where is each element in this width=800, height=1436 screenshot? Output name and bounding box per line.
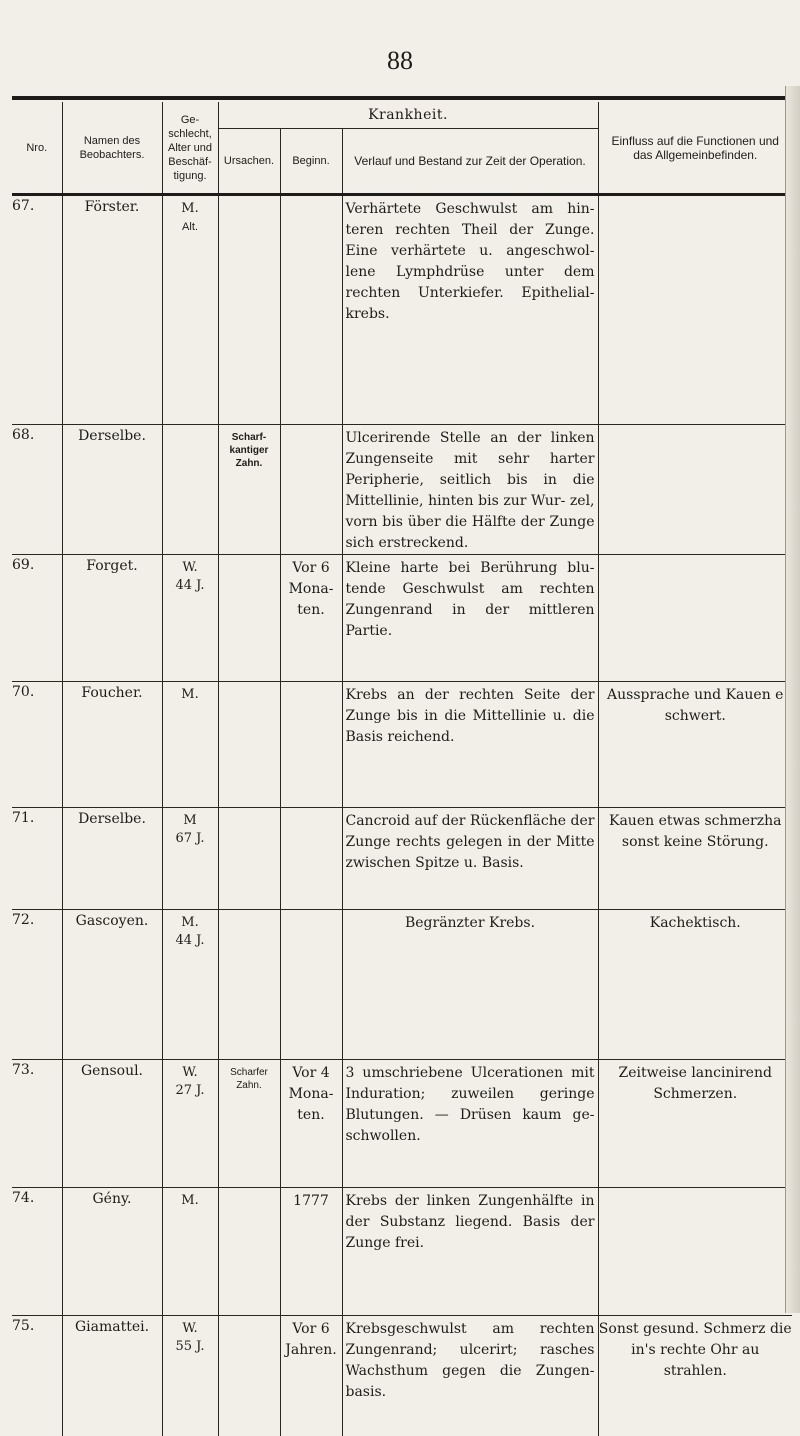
table-row bbox=[12, 1188, 792, 1316]
onset bbox=[280, 425, 342, 555]
row-number: 72. bbox=[12, 910, 62, 1060]
age: 67 J. bbox=[175, 831, 205, 846]
top-rule bbox=[12, 96, 792, 100]
onset: 1777 bbox=[280, 1188, 342, 1316]
cause bbox=[218, 910, 280, 1060]
header-nro: Nro. bbox=[12, 102, 62, 195]
effect: Kachektisch. bbox=[598, 910, 792, 1060]
effect bbox=[598, 1188, 792, 1316]
onset bbox=[280, 195, 342, 425]
observer-name: Gensoul. bbox=[62, 1060, 162, 1188]
age: 55 J. bbox=[175, 1339, 205, 1354]
row-number: 74. bbox=[12, 1188, 62, 1316]
sex: W. bbox=[182, 560, 198, 575]
sex-age bbox=[162, 1188, 218, 1316]
table-row bbox=[12, 425, 792, 555]
cause bbox=[218, 555, 280, 682]
row-number: 71. bbox=[12, 808, 62, 910]
header-sex-age: Ge- schlecht, Alter und Beschäf- tigung. bbox=[162, 102, 218, 195]
sex-age bbox=[162, 910, 218, 1060]
age: 27 J. bbox=[175, 1083, 205, 1098]
cause bbox=[218, 682, 280, 808]
cause: Scharfer Zahn. bbox=[218, 1060, 280, 1188]
cause bbox=[218, 1188, 280, 1316]
table-row bbox=[12, 195, 792, 425]
course: Krebs der linken Zungenhälfte in der Substanz liegend. Basis der Zunge frei. bbox=[342, 1188, 598, 1316]
onset: Vor 6 Jahren. bbox=[280, 1316, 342, 1436]
onset bbox=[280, 682, 342, 808]
header-verlauf: Verlauf und Bestand zur Zeit der Operation. bbox=[342, 129, 598, 195]
row-number: 75. bbox=[12, 1318, 35, 1334]
effect bbox=[598, 195, 792, 425]
header-einfluss: Einfluss auf die Functionen und das Allgemeinbefinden. bbox=[598, 102, 792, 195]
row-number: 70. bbox=[12, 682, 62, 808]
observer-name: Derselbe. bbox=[62, 808, 162, 910]
sex-age bbox=[162, 425, 218, 555]
course: 3 umschriebene Ulcerationen mit Induration; zuweilen geringe Blutungen. — Drüsen kaum ge- schwollen. bbox=[342, 1060, 598, 1188]
case-table bbox=[12, 102, 792, 1436]
table-row bbox=[12, 1316, 792, 1436]
sex: M. bbox=[181, 687, 199, 702]
sex-age bbox=[162, 1316, 218, 1436]
effect bbox=[598, 555, 792, 682]
sex-age bbox=[162, 195, 218, 425]
observer-name: Forget. bbox=[62, 555, 162, 682]
sex: M. bbox=[181, 915, 199, 930]
cause bbox=[218, 808, 280, 910]
sex-age bbox=[162, 555, 218, 682]
case-table-container bbox=[12, 92, 792, 1400]
adjacent-page-edge bbox=[785, 86, 800, 1313]
course: Krebs an der rechten Seite der Zunge bis in die Mittellinie u. die Basis reichend. bbox=[342, 682, 598, 808]
onset bbox=[280, 808, 342, 910]
onset: Vor 6 Mona- ten. bbox=[280, 555, 342, 682]
row-number: 73. bbox=[12, 1060, 62, 1188]
sex: M. bbox=[181, 1193, 199, 1208]
header-name: Namen des Beobachters. bbox=[62, 102, 162, 195]
row-number: 68. bbox=[12, 425, 62, 555]
effect: Aussprache und Kauen e schwert. bbox=[598, 682, 792, 808]
effect: Sonst gesund. Schmerz die in's rechte Ohr au strahlen. bbox=[598, 1316, 792, 1436]
sex-age bbox=[162, 808, 218, 910]
sex: M bbox=[183, 813, 197, 828]
effect bbox=[598, 425, 792, 555]
page-number: 88 bbox=[387, 46, 413, 75]
onset bbox=[280, 910, 342, 1060]
course: Krebsgeschwulst am rechten Zungenrand; ulcerirt; rasches Wachsthum gegen die Zungen- basis. bbox=[342, 1316, 598, 1436]
observer-name: Giamattei. bbox=[62, 1316, 162, 1436]
effect: Zeitweise lancinirend Schmerzen. bbox=[598, 1060, 792, 1188]
header-ursachen: Ursachen. bbox=[218, 129, 280, 195]
effect: Kauen etwas schmerzha sonst keine Störung. bbox=[598, 808, 792, 910]
row-number: 69. bbox=[12, 555, 62, 682]
header-beginn: Beginn. bbox=[280, 129, 342, 195]
sex-age bbox=[162, 682, 218, 808]
course: Verhärtete Geschwulst am hin- teren rechten Theil der Zunge. Eine verhärtete u. angeschwol- lene Lymphdrüse unter dem rechten Unterkiefer. Epithelial- krebs. bbox=[342, 195, 598, 425]
age: 44 J. bbox=[175, 933, 205, 948]
header-krankheit: Krankheit. bbox=[218, 102, 598, 129]
course: Begränzter Krebs. bbox=[342, 910, 598, 1060]
table-row bbox=[12, 808, 792, 910]
observer-name: Derselbe. bbox=[62, 425, 162, 555]
cause: Scharf- kantiger Zahn. bbox=[218, 425, 280, 555]
table-row bbox=[12, 910, 792, 1060]
table-row bbox=[12, 1060, 792, 1188]
age: Alt. bbox=[182, 221, 198, 233]
row-number: 67. bbox=[12, 195, 62, 425]
table-row bbox=[12, 682, 792, 808]
course: Cancroid auf der Rückenfläche der Zunge rechts gelegen in der Mitte zwischen Spitze u. Basis. bbox=[342, 808, 598, 910]
observer-name: Gascoyen. bbox=[62, 910, 162, 1060]
cause bbox=[218, 195, 280, 425]
observer-name: Gény. bbox=[62, 1188, 162, 1316]
observer-name: Förster. bbox=[62, 195, 162, 425]
observer-name: Foucher. bbox=[62, 682, 162, 808]
course: Kleine harte bei Berührung blu- tende Geschwulst am rechten Zungenrand in der mittleren Partie. bbox=[342, 555, 598, 682]
sex: W. bbox=[182, 1321, 198, 1336]
sex: W. bbox=[182, 1065, 198, 1080]
onset: Vor 4 Mona- ten. bbox=[280, 1060, 342, 1188]
cause bbox=[218, 1316, 280, 1436]
age: 44 J. bbox=[175, 578, 205, 593]
sex: M. bbox=[181, 201, 199, 216]
sex-age bbox=[162, 1060, 218, 1188]
course: Ulcerirende Stelle an der linken Zungenseite mit sehr harter Peripherie, seitlich bis in die Mittellinie, hinten bis zur Wur- zel, vorn bis über die Hälfte der Zunge sich erstreckend. bbox=[342, 425, 598, 555]
table-row bbox=[12, 555, 792, 682]
